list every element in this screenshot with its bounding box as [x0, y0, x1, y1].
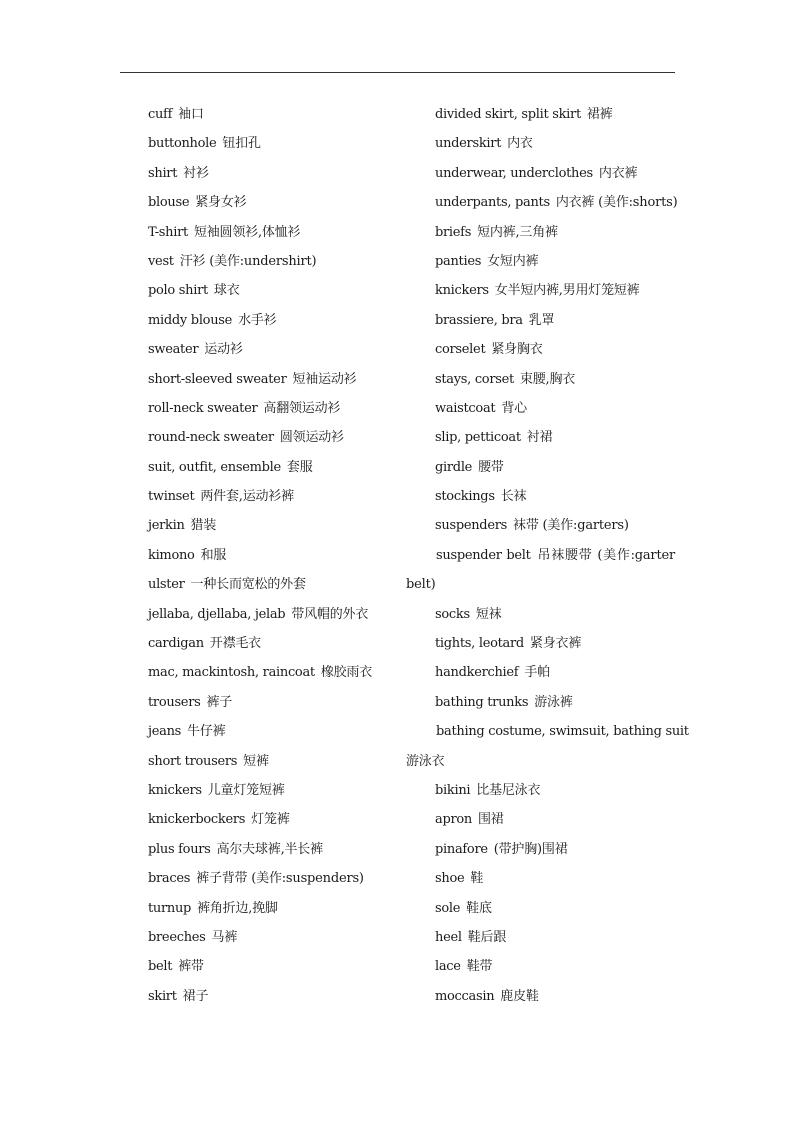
chinese-translation: 圆领运动衫 — [279, 430, 344, 446]
chinese-translation: 儿童灯笼短裤 — [207, 782, 285, 798]
vocab-entry — [406, 546, 675, 575]
english-term: brassiere, bra — [435, 312, 523, 328]
english-term: moccasin — [435, 988, 495, 1004]
chinese-translation: 球衣 — [213, 283, 240, 299]
english-term: suspenders — [435, 518, 508, 534]
vocab-entry — [148, 605, 398, 634]
english-term: apron — [435, 812, 472, 828]
chinese-translation: 衬裙 — [526, 430, 553, 446]
vocab-entry — [406, 428, 675, 457]
vocab-entry — [148, 810, 398, 839]
english-term: T-shirt — [148, 224, 188, 240]
chinese-translation: 内衣 — [507, 136, 533, 152]
vocab-entry — [148, 516, 398, 545]
chinese-translation: 鞋带 — [466, 959, 493, 975]
vocab-entry — [148, 223, 398, 252]
vocab-entry — [148, 634, 398, 663]
vocab-entry — [406, 164, 675, 193]
english-term: trousers — [148, 694, 201, 710]
chinese-translation: 钮扣孔 — [222, 136, 261, 152]
english-term: bikini — [435, 782, 471, 798]
english-term: knickerbockers — [148, 812, 246, 828]
vocab-entry — [148, 957, 398, 986]
vocab-entry — [148, 134, 398, 163]
chinese-translation: 裙子 — [182, 988, 209, 1004]
english-term: breeches — [148, 929, 206, 945]
chinese-translation: 一种长而宽松的外套 — [190, 577, 306, 593]
english-term: short trousers — [148, 753, 238, 769]
vocab-entry — [148, 164, 398, 193]
english-term: panties — [435, 253, 482, 269]
english-term: slip, petticoat — [435, 430, 521, 446]
english-term: mac, mackintosh, raincoat — [148, 665, 315, 681]
vocab-entry — [406, 281, 675, 310]
continuation-text: 游泳衣 — [406, 753, 445, 769]
vocab-entry — [406, 781, 675, 810]
chinese-translation: 围裙 — [478, 812, 504, 828]
chinese-translation: 女半短内裤,男用灯笼短裤 — [494, 283, 640, 299]
english-term: skirt — [148, 988, 177, 1004]
english-term: waistcoat — [435, 400, 496, 416]
english-term: knickers — [435, 283, 489, 299]
vocab-entry — [406, 810, 675, 839]
english-term: plus fours — [148, 841, 211, 857]
english-term: underwear, underclothes — [435, 165, 593, 181]
vocab-entry — [148, 722, 398, 751]
vocab-entry — [406, 134, 675, 163]
chinese-translation: 内衣裤 (美作:shorts) — [555, 195, 678, 211]
chinese-translation: 背心 — [501, 400, 527, 416]
vocab-entry — [148, 987, 398, 1016]
vocab-entry — [406, 223, 675, 252]
chinese-translation: 手帕 — [524, 665, 550, 681]
english-term: vest — [148, 253, 174, 269]
chinese-translation: 游泳裤 — [534, 694, 573, 710]
vocab-entry — [148, 575, 398, 604]
vocab-entry — [148, 399, 398, 428]
vocab-entry — [406, 663, 675, 692]
vocab-entry — [148, 693, 398, 722]
chinese-translation: 裙裤 — [586, 107, 613, 122]
chinese-translation: 乳罩 — [528, 312, 555, 328]
vocab-entry — [406, 252, 675, 281]
chinese-translation: 套服 — [286, 459, 313, 475]
chinese-translation: 猎装 — [190, 518, 217, 534]
english-term: divided skirt, split skirt — [435, 107, 581, 122]
vocab-entry — [406, 899, 675, 928]
english-term: sole — [435, 900, 461, 916]
chinese-translation: 紧身胸衣 — [491, 342, 543, 358]
vocab-entry — [406, 370, 675, 399]
vocab-entry — [406, 193, 678, 222]
vocab-entry — [148, 370, 398, 399]
english-term: tights, leotard — [435, 636, 524, 652]
vocab-entry — [148, 869, 398, 898]
english-term: roll-neck sweater — [148, 400, 258, 416]
vocab-entry-continuation — [406, 575, 675, 604]
english-term: underpants, pants — [435, 195, 550, 211]
vocab-entry — [148, 487, 398, 516]
chinese-translation: 紧身衣裤 — [529, 636, 582, 652]
chinese-translation: 鞋后跟 — [467, 929, 507, 945]
chinese-translation: 高翻领运动衫 — [263, 400, 341, 416]
chinese-translation: 牛仔裤 — [187, 724, 226, 740]
vocab-entry — [148, 340, 398, 369]
chinese-translation: 高尔夫球裤,半长裤 — [216, 841, 323, 857]
english-term: suspender belt — [436, 547, 531, 563]
continuation-text: belt) — [406, 577, 436, 593]
vocab-entry — [148, 899, 398, 928]
english-term: kimono — [148, 547, 195, 563]
chinese-translation: 和服 — [200, 547, 227, 563]
english-term: handkerchief — [435, 665, 519, 681]
chinese-translation: 橡胶雨衣 — [320, 665, 373, 681]
english-term: pinafore — [435, 841, 488, 857]
vocab-entry — [148, 281, 398, 310]
chinese-translation: 两件套,运动衫裤 — [200, 489, 294, 505]
vocab-entry — [406, 458, 675, 487]
english-term: belt — [148, 959, 173, 975]
vocab-entry — [406, 487, 675, 516]
english-term: sweater — [148, 342, 199, 358]
english-term: shirt — [148, 165, 178, 181]
english-term: stockings — [435, 489, 495, 505]
vocab-entry — [406, 869, 675, 898]
chinese-translation: 裤带 — [178, 959, 204, 975]
english-term: jellaba, djellaba, jelab — [148, 606, 286, 622]
english-term: shoe — [435, 871, 465, 887]
english-term: briefs — [435, 224, 472, 240]
vocab-entry-continuation — [406, 752, 675, 781]
english-term: twinset — [148, 489, 195, 505]
vocab-entry — [148, 928, 398, 957]
english-term: cuff — [148, 107, 173, 122]
chinese-translation: 鹿皮鞋 — [500, 988, 539, 1004]
chinese-translation: 衬衫 — [183, 165, 209, 181]
chinese-translation: 袜带 (美作:garters) — [513, 518, 629, 534]
vocab-entry — [406, 516, 675, 545]
chinese-translation: 水手衫 — [238, 312, 277, 328]
chinese-translation: 带风帽的外衣 — [291, 606, 369, 622]
chinese-translation: 吊袜腰带 (美作:garter — [536, 547, 675, 563]
english-term: knickers — [148, 782, 202, 798]
vocab-entry — [406, 987, 675, 1016]
vocab-entry — [406, 105, 675, 134]
vocab-entry — [148, 546, 398, 575]
english-term: middy blouse — [148, 312, 233, 328]
chinese-translation: 灯笼裤 — [251, 812, 290, 828]
english-term: suit, outfit, ensemble — [148, 459, 281, 475]
english-term: blouse — [148, 195, 190, 211]
english-term: turnup — [148, 900, 192, 916]
english-term: socks — [435, 606, 470, 622]
english-term: girdle — [435, 459, 473, 475]
chinese-translation: 裤子背带 (美作:suspenders) — [196, 871, 364, 887]
english-term: short-sleeved sweater — [148, 371, 287, 387]
chinese-translation: 鞋 — [470, 871, 484, 887]
chinese-translation: 内衣裤 — [598, 165, 638, 181]
vocab-entry — [148, 781, 398, 810]
vocab-entry — [406, 311, 675, 340]
chinese-translation: 袖口 — [178, 107, 204, 122]
vocab-entry — [406, 399, 675, 428]
chinese-translation: 短袖圆领衫,体恤衫 — [193, 224, 301, 240]
chinese-translation: 比基尼泳衣 — [476, 782, 541, 798]
vocab-entry — [148, 193, 398, 222]
chinese-translation: 汗衫 (美作:undershirt) — [179, 253, 317, 269]
vocab-entry — [406, 605, 675, 634]
chinese-translation: 短袖运动衫 — [292, 371, 357, 387]
chinese-translation: 短内裤,三角裤 — [477, 224, 558, 240]
vocab-entry — [148, 428, 398, 457]
vocab-entry — [148, 105, 398, 134]
chinese-translation: 短裤 — [243, 753, 269, 769]
chinese-translation: 鞋底 — [466, 900, 492, 916]
english-term: braces — [148, 871, 191, 887]
header-rule — [120, 72, 675, 73]
chinese-translation: 束腰,胸衣 — [519, 371, 576, 387]
vocab-entry — [406, 928, 675, 957]
english-term: ulster — [148, 577, 185, 593]
english-term: bathing trunks — [435, 694, 529, 710]
english-term: corselet — [435, 342, 486, 358]
chinese-translation: 马裤 — [211, 929, 238, 945]
chinese-translation: 紧身女衫 — [195, 195, 247, 211]
english-term: round-neck sweater — [148, 430, 274, 446]
vocab-entry — [406, 722, 689, 751]
chinese-translation: 长袜 — [500, 489, 527, 505]
vocab-entry — [406, 634, 675, 663]
left-vocabulary-column — [148, 105, 398, 1016]
chinese-translation: 开襟毛衣 — [209, 636, 261, 652]
english-term: jeans — [148, 724, 182, 740]
vocab-entry — [406, 840, 675, 869]
chinese-translation: 裤角折边,挽脚 — [197, 900, 278, 916]
chinese-translation: 运动衫 — [204, 342, 243, 358]
english-term: lace — [435, 959, 461, 975]
chinese-translation: 腰带 — [478, 459, 504, 475]
right-vocabulary-column — [406, 105, 689, 1016]
chinese-translation: (带护胸)围裙 — [493, 841, 568, 857]
english-term: cardigan — [148, 636, 204, 652]
vocab-entry — [148, 458, 398, 487]
chinese-translation: 裤子 — [206, 694, 233, 710]
chinese-translation: 短袜 — [475, 606, 502, 622]
english-term: polo shirt — [148, 283, 208, 299]
chinese-translation: 女短内裤 — [487, 253, 539, 269]
english-term: underskirt — [435, 136, 502, 152]
english-term: jerkin — [148, 518, 185, 534]
vocab-entry — [406, 957, 675, 986]
vocab-entry — [406, 693, 675, 722]
vocab-entry — [406, 340, 675, 369]
english-term: stays, corset — [435, 371, 514, 387]
vocab-entry — [148, 252, 398, 281]
vocab-entry — [148, 663, 398, 692]
english-term: buttonhole — [148, 136, 217, 152]
english-term: heel — [435, 929, 462, 945]
vocab-entry — [148, 840, 398, 869]
english-term: bathing costume, swimsuit, bathing suit — [436, 724, 689, 740]
vocab-entry — [148, 752, 398, 781]
vocab-entry — [148, 311, 398, 340]
